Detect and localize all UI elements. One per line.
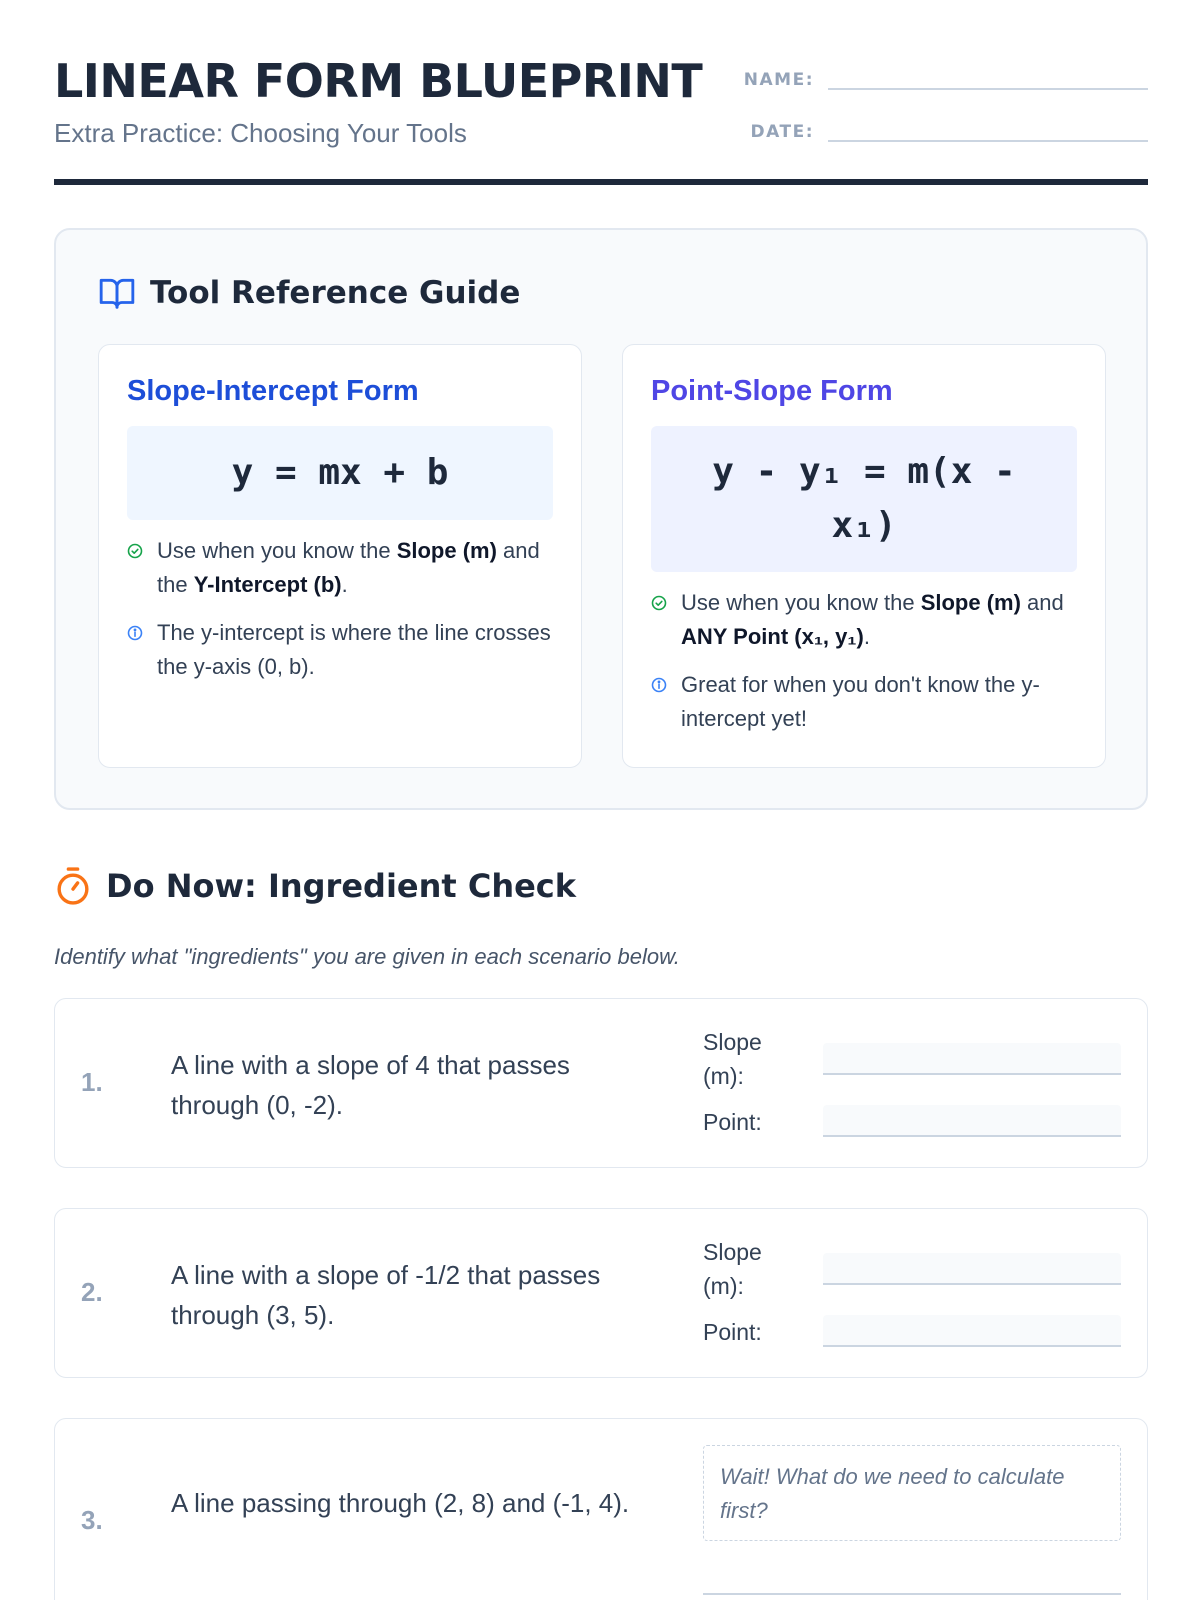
point-answer-field[interactable] xyxy=(823,1315,1121,1347)
point-slope-note-usage xyxy=(651,586,1077,654)
point-slope-note-info xyxy=(651,668,1077,736)
do-now-header xyxy=(54,866,576,906)
point-slope-card xyxy=(622,344,1106,768)
problem-text: A line with a slope of -1/2 that passes through (3, 5). xyxy=(171,1260,601,1330)
reference-guide-title: Tool Reference Guide xyxy=(150,275,521,311)
name-field[interactable] xyxy=(828,60,1148,90)
slope-intercept-note-info xyxy=(127,616,553,684)
do-now-instructions: Identify what "ingredients" you are given in each scenario below. xyxy=(54,944,680,969)
problem-card-3 xyxy=(54,1418,1148,1600)
slope-intercept-formula: y = mx + b xyxy=(127,426,553,520)
name-label: NAME: xyxy=(743,70,814,90)
point-label: Point: xyxy=(703,1319,762,1345)
reference-guide-header xyxy=(98,274,520,312)
date-field[interactable] xyxy=(828,112,1148,142)
problem-card-1 xyxy=(54,998,1148,1168)
check-circle-icon xyxy=(651,595,667,611)
point-slope-title: Point-Slope Form xyxy=(651,375,893,407)
page-title: LINEAR FORM BLUEPRINT xyxy=(54,54,703,108)
hint-box: Wait! What do we need to calculate first? xyxy=(703,1445,1121,1541)
problem-text: A line passing through (2, 8) and (-1, 4). xyxy=(171,1488,630,1518)
problem-number: 3. xyxy=(81,1505,103,1535)
problem-number: 2. xyxy=(81,1277,103,1307)
do-now-title: Do Now: Ingredient Check xyxy=(106,867,577,905)
point-answer-field[interactable] xyxy=(823,1105,1121,1137)
name-row xyxy=(738,60,1148,90)
worksheet-header xyxy=(54,0,1148,186)
stopwatch-icon xyxy=(54,866,92,906)
date-label: DATE: xyxy=(750,122,814,142)
slope-label: Slope (m): xyxy=(703,1029,762,1089)
info-circle-icon xyxy=(651,677,667,693)
slope-intercept-usage-text: Use when you know the Slope (m) and the Y-Intercept (b). xyxy=(157,538,540,597)
page-subtitle: Extra Practice: Choosing Your Tools xyxy=(54,118,467,148)
answer-line[interactable] xyxy=(703,1593,1121,1595)
slope-label: Slope (m): xyxy=(703,1239,762,1299)
slope-answer-field[interactable] xyxy=(823,1043,1121,1075)
check-circle-icon xyxy=(127,543,143,559)
slope-intercept-card xyxy=(98,344,582,768)
date-row xyxy=(738,112,1148,142)
slope-intercept-title: Slope-Intercept Form xyxy=(127,375,419,407)
point-slope-info-text: Great for when you don't know the y-intercept yet! xyxy=(681,672,1040,731)
problem-text: A line with a slope of 4 that passes through (0, -2). xyxy=(171,1050,570,1120)
slope-intercept-info-text: The y-intercept is where the line crosses the y-axis (0, b). xyxy=(157,620,551,679)
reference-guide-panel xyxy=(54,228,1148,810)
worksheet-page xyxy=(54,0,1148,1535)
problem-number: 1. xyxy=(81,1067,103,1097)
slope-intercept-note-usage xyxy=(127,534,553,602)
point-slope-formula: y - y₁ = m(x - x₁) xyxy=(651,426,1077,572)
point-slope-usage-text: Use when you know the Slope (m) and ANY Point (x₁, y₁). xyxy=(681,590,1064,649)
problem-card-2 xyxy=(54,1208,1148,1378)
slope-answer-field[interactable] xyxy=(823,1253,1121,1285)
point-label: Point: xyxy=(703,1109,762,1135)
book-open-icon xyxy=(98,274,136,312)
header-divider xyxy=(54,179,1148,185)
info-circle-icon xyxy=(127,625,143,641)
